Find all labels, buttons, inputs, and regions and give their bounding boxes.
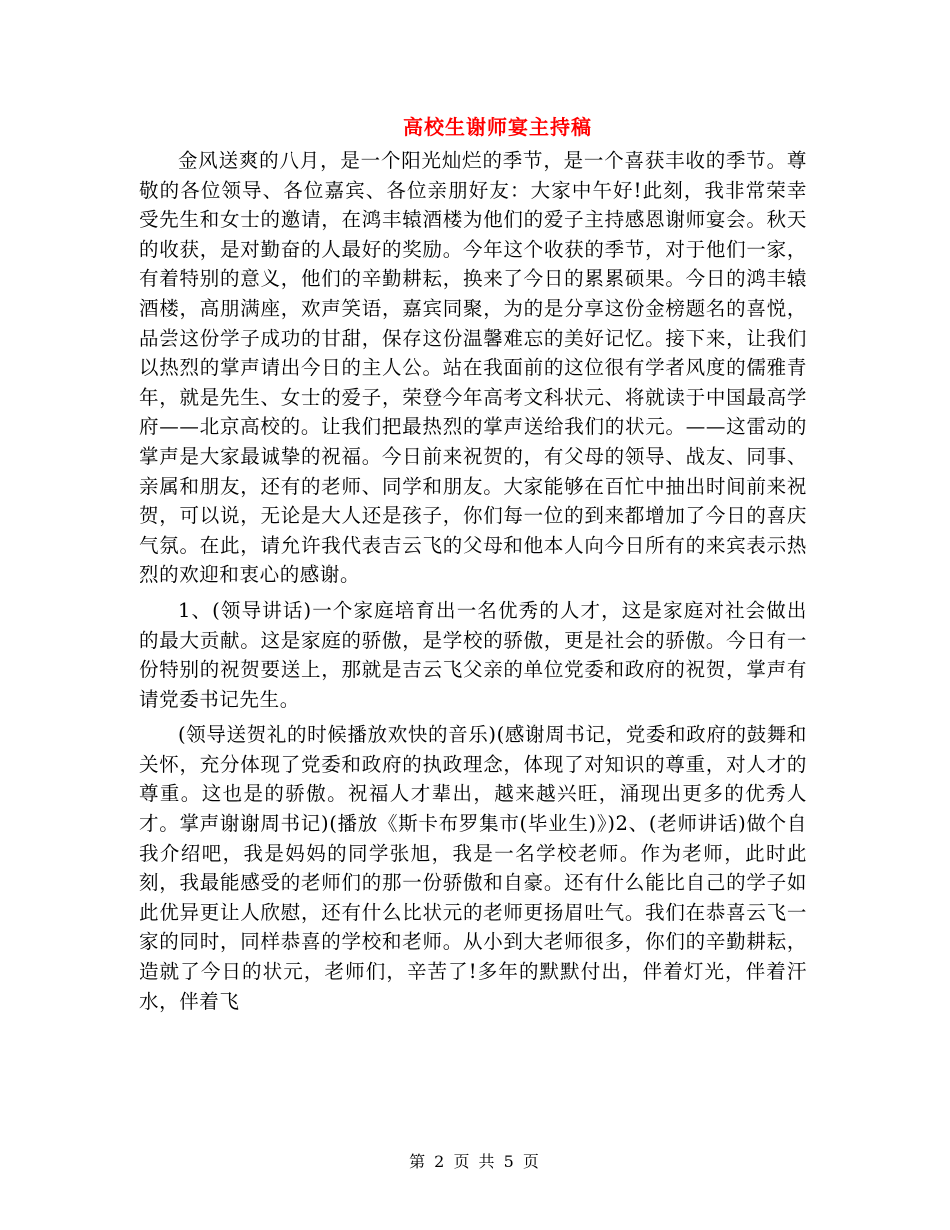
page-number-footer: 第 2 页 共 5 页 [409, 1152, 541, 1171]
paragraph-leader-speech: 1、(领导讲话)一个家庭培育出一名优秀的人才，这是家庭对社会做出的最大贡献。这是家庭的骄傲，是学校的骄傲，更是社会的骄傲。今日有一份特别的祝贺要送上，那就是吉云飞父亲的单位党委和政府的祝贺，掌声有请党委书记先生。 [139, 598, 807, 711]
paragraph-teacher-speech: (领导送贺礼的时候播放欢快的音乐)(感谢周书记，党委和政府的鼓舞和关怀，充分体现了党委和政府的执政理念，体现了对知识的尊重，对人才的尊重。这也是的骄傲。祝福人才辈出，越来越兴旺，涌现出更多的优秀人才。掌声谢谢周书记)(播放《斯卡布罗集市(毕业生)》)2、(老师讲话)做个自我介绍吧，我是妈妈的同学张旭，我是一名学校老师。作为老师，此时此刻，我最能感受的老师们的那一份骄傲和自豪。还有什么能比自己的学子如此优异更让人欣慰，还有什么比状元的老师更扬眉吐气。我们在恭喜云飞一家的同时，同样恭喜的学校和老师。从小到大老师很多，你们的辛勤耕耘，造就了今日的状元，老师们，辛苦了!多年的默默付出，伴着灯光，伴着汗水，伴着飞 [139, 723, 807, 1013]
document-title: 高校生谢师宴主持稿 [403, 115, 592, 139]
paragraph-opening: 金风送爽的八月，是一个阳光灿烂的季节，是一个喜获丰收的季节。尊敬的各位领导、各位嘉宾、各位亲朋好友：大家中午好!此刻，我非常荣幸受先生和女士的邀请，在鸿丰辕酒楼为他们的爱子主持感恩谢师宴会。秋天的收获，是对勤奋的人最好的奖励。今年这个收获的季节，对于他们一家，有着特别的意义，他们的辛勤耕耘，换来了今日的累累硕果。今日的鸿丰辕酒楼，高朋满座，欢声笑语，嘉宾同聚，为的是分享这份金榜题名的喜悦，品尝这份学子成功的甘甜，保存这份温馨难忘的美好记忆。接下来，让我们以热烈的掌声请出今日的主人公。站在我面前的这位很有学者风度的儒雅青年，就是先生、女士的爱子，荣登今年高考文科状元、将就读于中国最高学府——北京高校的。让我们把最热烈的掌声送给我们的状元。——这雷动的掌声是大家最诚挚的祝福。今日前来祝贺的，有父母的领导、战友、同事、亲属和朋友，还有的老师、同学和朋友。大家能够在百忙中抽出时间前来祝贺，可以说，无论是大人还是孩子，你们每一位的到来都增加了今日的喜庆气氛。在此，请允许我代表吉云飞的父母和他本人向今日所有的来宾表示热烈的欢迎和衷心的感谢。 [139, 149, 807, 587]
document-body [139, 146, 807, 1022]
